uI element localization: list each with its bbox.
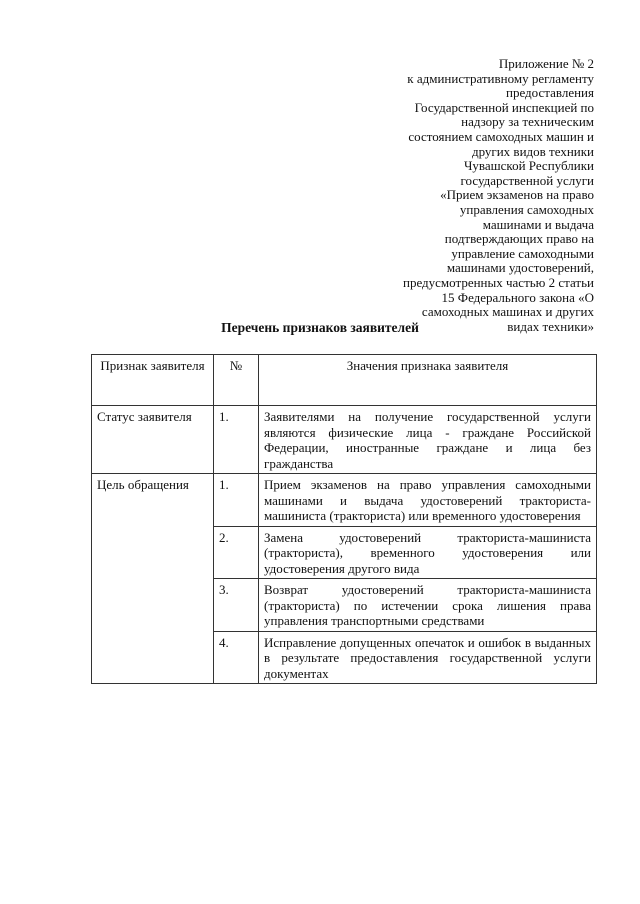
annex-line: состоянием самоходных машин и: [408, 128, 594, 144]
annex-line: управления самоходных: [459, 201, 594, 217]
number-cell: 4.: [214, 631, 259, 684]
annex-line: машинами и выдача: [482, 216, 594, 232]
applicant-criteria-table: [91, 354, 597, 684]
number-cell: 1.: [214, 406, 259, 474]
attribute-cell-status: Статус заявителя: [92, 406, 214, 474]
value-cell: Прием экзаменов на право управления самоходными машинами и выдача удостоверений тракториста-машиниста (тракториста) или временного удостоверения: [259, 474, 597, 527]
attribute-cell-purpose: Цель обращения: [92, 474, 214, 684]
annex-line: Приложение № 2: [498, 56, 594, 71]
table-row: [92, 406, 597, 474]
annex-line: 15 Федерального закона «О: [441, 289, 594, 305]
number-cell: 3.: [214, 579, 259, 632]
number-cell: 1.: [214, 474, 259, 527]
document-title: Перечень признаков заявителей: [221, 320, 419, 335]
number-cell: 2.: [214, 526, 259, 579]
annex-line: видах техники»: [507, 318, 594, 334]
annex-line: самоходных машинах и других: [421, 304, 594, 320]
value-cell: Заявителями на получение государственной услуги являются физические лица - граждане Российской Федерации, иностранные граждане и лица без гражданства: [259, 406, 597, 474]
value-cell: Исправление допущенных опечаток и ошибок в выданных в результате предоставления государственной услуги документах: [259, 631, 597, 684]
annex-line: предусмотренных частью 2 статьи: [402, 274, 594, 290]
header-number: №: [214, 355, 259, 406]
annex-line: надзору за техническим: [461, 114, 594, 130]
table-header-row: [92, 355, 597, 406]
annex-line: Чувашской Республики: [463, 158, 594, 174]
value-cell: Возврат удостоверений тракториста-машиниста (тракториста) по истечении срока лишения права управления транспортными средствами: [259, 579, 597, 632]
annex-line: других видов техники: [471, 143, 594, 159]
annex-line: «Прием экзаменов на право: [440, 187, 594, 203]
header-attribute: Признак заявителя: [92, 355, 214, 406]
annex-line: подтверждающих право на: [444, 231, 594, 247]
annex-line: предоставления: [506, 85, 594, 101]
table-row: [92, 474, 597, 527]
annex-line: управление самоходными: [451, 245, 594, 261]
value-cell: Замена удостоверений тракториста-машиниста (тракториста), временного удостоверения или удостоверения другого вида: [259, 526, 597, 579]
header-value: Значения признака заявителя: [259, 355, 597, 406]
annex-header: [324, 57, 594, 334]
annex-line: машинами удостоверений,: [446, 260, 594, 276]
annex-line: Государственной инспекцией по: [414, 99, 594, 115]
annex-line: к административному регламенту: [407, 70, 594, 86]
annex-line: государственной услуги: [460, 172, 594, 188]
